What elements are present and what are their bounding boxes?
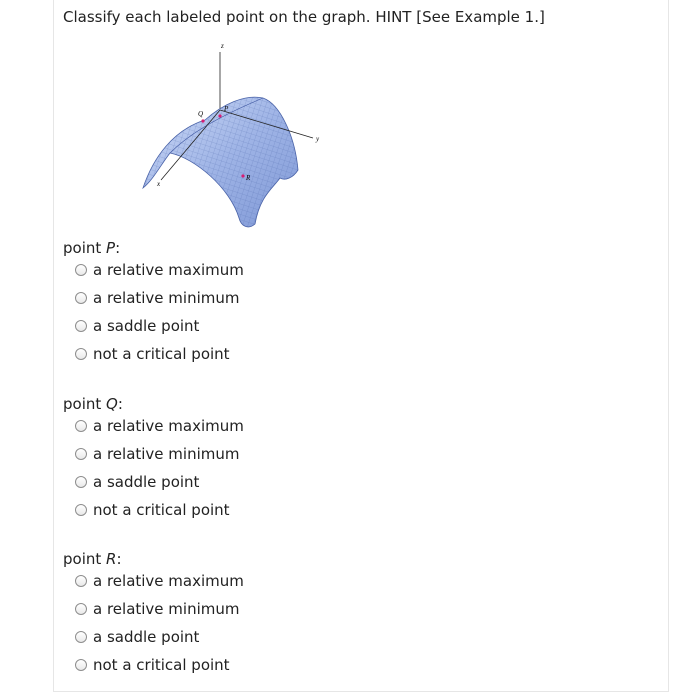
radio-button[interactable]: [75, 603, 87, 615]
radio-button[interactable]: [75, 292, 87, 304]
point-p-option-saddle-point[interactable]: a saddle point: [75, 315, 199, 337]
point-q-heading: point Q:: [63, 395, 123, 413]
point-q-marker: [201, 119, 204, 122]
z-axis-label: z: [221, 42, 224, 50]
radio-button[interactable]: [75, 504, 87, 516]
see-example-link[interactable]: [See Example 1.]: [416, 8, 545, 26]
point-r-option-saddle-point[interactable]: a saddle point: [75, 626, 199, 648]
point-p-option-relative-minimum[interactable]: a relative minimum: [75, 287, 240, 309]
point-q-option-not-critical[interactable]: not a critical point: [75, 499, 230, 521]
radio-button[interactable]: [75, 348, 87, 360]
point-r-option-relative-minimum[interactable]: a relative minimum: [75, 598, 240, 620]
radio-button[interactable]: [75, 420, 87, 432]
radio-button[interactable]: [75, 631, 87, 643]
point-p-marker: [218, 114, 221, 117]
radio-button[interactable]: [75, 448, 87, 460]
radio-button[interactable]: [75, 575, 87, 587]
point-q-block: [63, 394, 363, 519]
point-q-option-relative-minimum[interactable]: a relative minimum: [75, 443, 240, 465]
point-r-label: R: [246, 174, 251, 182]
point-p-label: P: [224, 105, 229, 113]
point-p-option-relative-maximum[interactable]: a relative maximum: [75, 259, 244, 281]
question-text: [63, 8, 545, 26]
radio-button[interactable]: [75, 264, 87, 276]
question-prompt: Classify each labeled point on the graph.: [63, 8, 371, 26]
point-r-option-relative-maximum[interactable]: a relative maximum: [75, 570, 244, 592]
point-p-heading: point P:: [63, 239, 121, 257]
y-axis-label: y: [316, 135, 320, 143]
point-q-option-saddle-point[interactable]: a saddle point: [75, 471, 199, 493]
point-q-label: Q: [198, 110, 204, 118]
point-r-option-not-critical[interactable]: not a critical point: [75, 654, 230, 676]
hint-link[interactable]: HINT: [375, 8, 412, 26]
point-p-block: [63, 238, 363, 363]
point-r-marker: [241, 174, 244, 177]
point-r-block: [63, 549, 363, 674]
point-r-heading: point R:: [63, 550, 122, 568]
radio-button[interactable]: [75, 320, 87, 332]
radio-button[interactable]: [75, 659, 87, 671]
point-p-option-not-critical[interactable]: not a critical point: [75, 343, 230, 365]
point-q-option-relative-maximum[interactable]: a relative maximum: [75, 415, 244, 437]
x-axis-label: x: [157, 180, 161, 188]
surface-graph: [135, 38, 335, 238]
radio-button[interactable]: [75, 476, 87, 488]
